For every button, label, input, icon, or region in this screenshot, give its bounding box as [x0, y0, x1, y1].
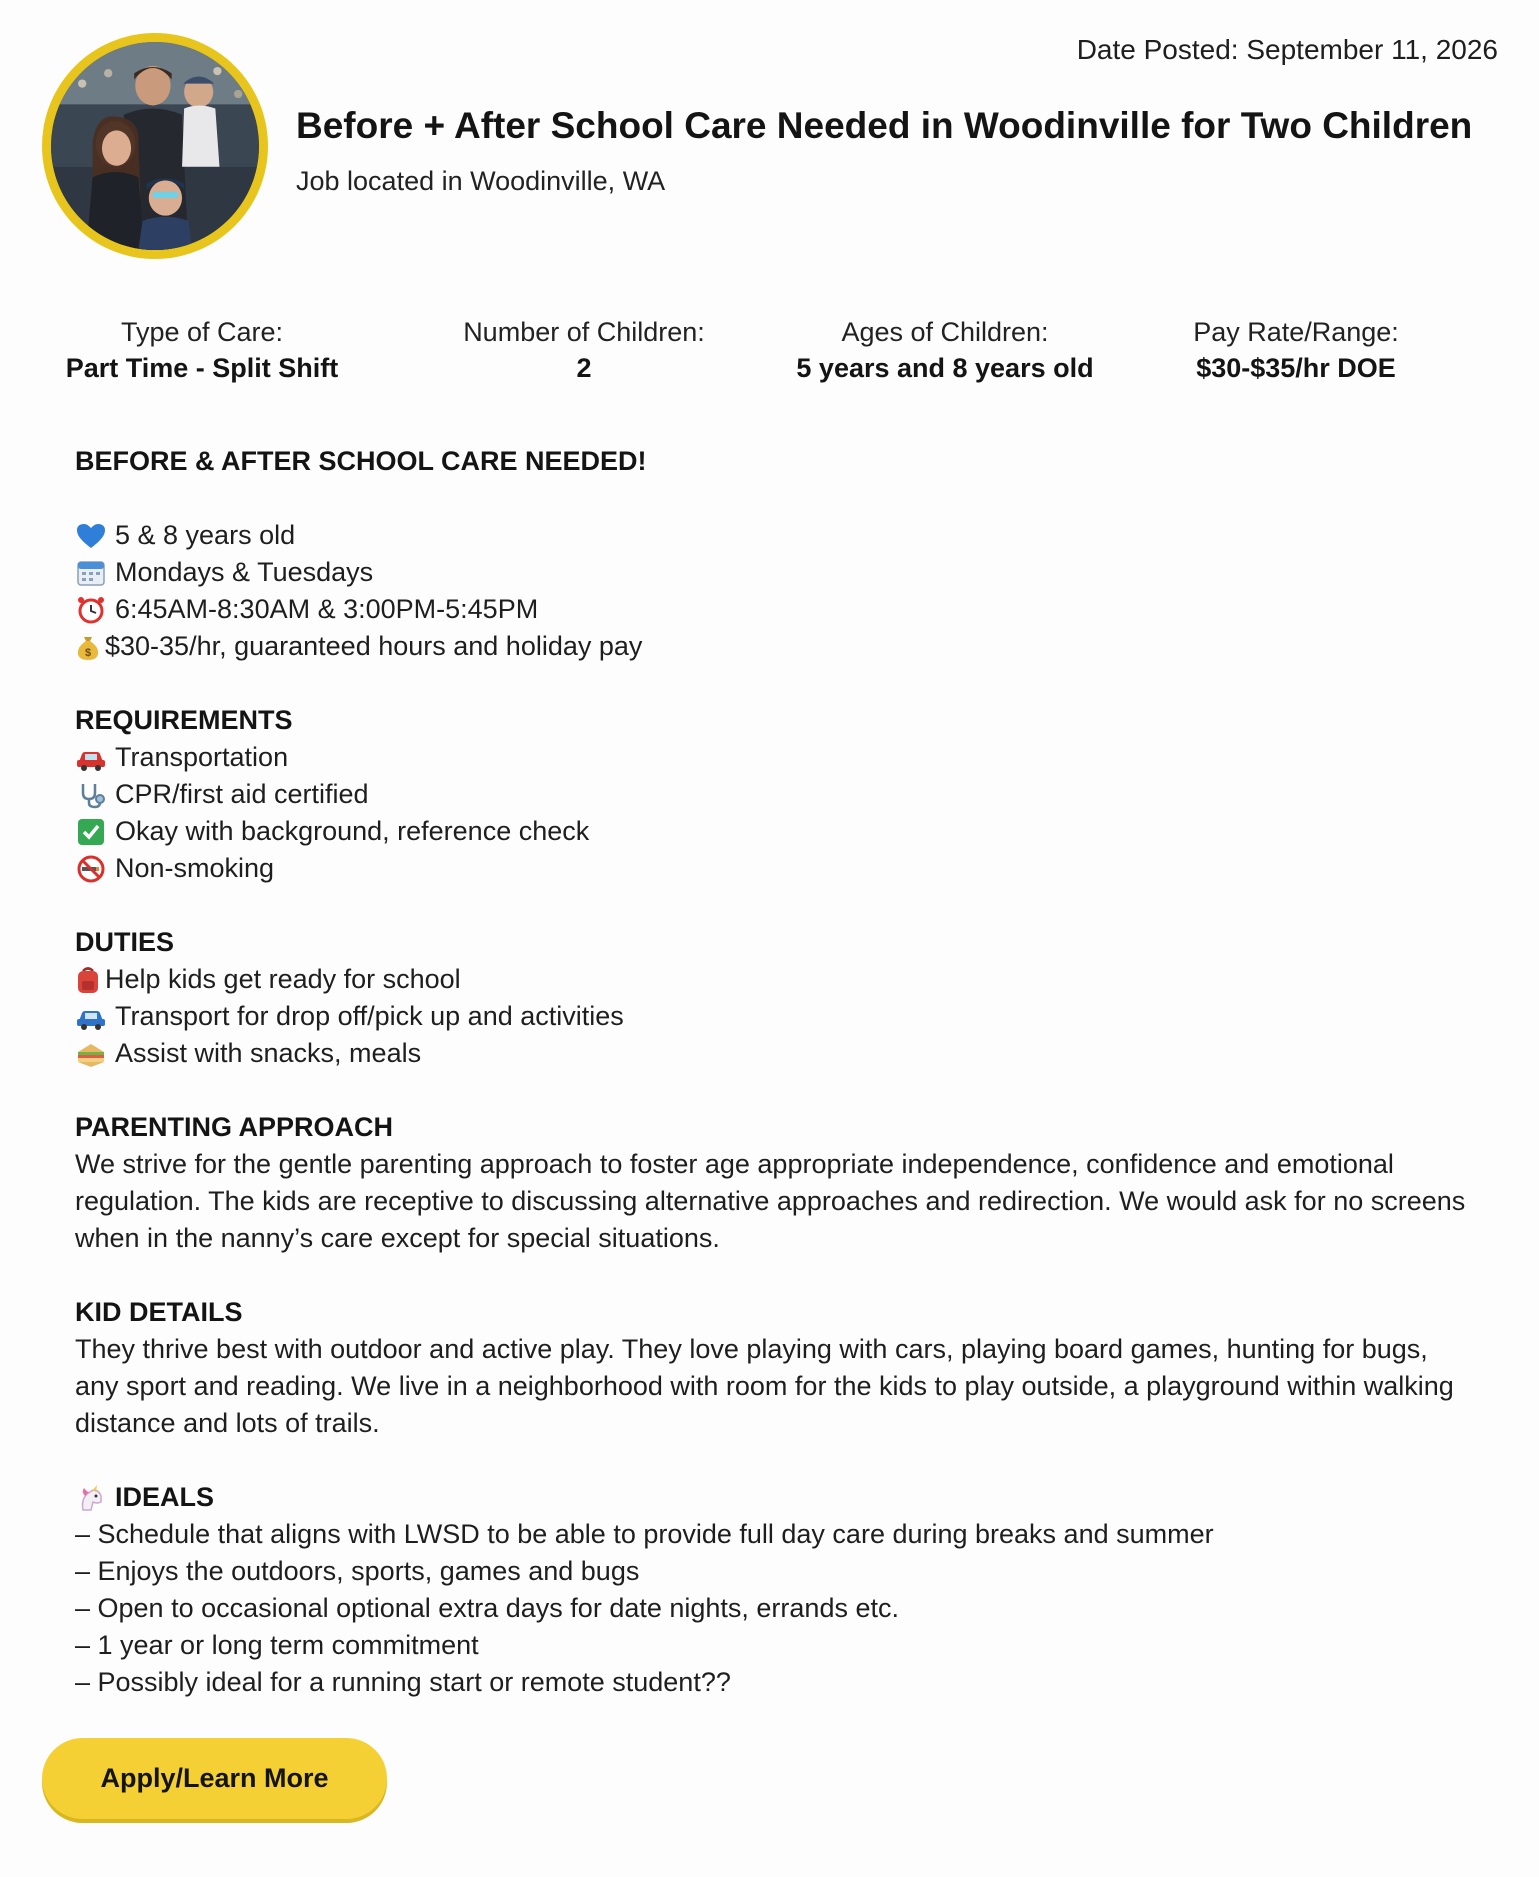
list-item	[75, 554, 1475, 591]
backpack-icon	[75, 966, 101, 994]
stat-label: Number of Children:	[463, 317, 705, 347]
list-item	[75, 813, 1475, 850]
parenting-text: We strive for the gentle parenting approach to foster age appropriate independence, confidence and emotional regulation. The kids are receptive to discussing alternative approaches and redirection. We would ask for no screens when in the nanny’s care except for special situations.	[75, 1149, 1466, 1253]
intro-section	[75, 443, 1475, 665]
blue-heart-icon	[75, 522, 107, 550]
calendar-icon	[75, 559, 107, 587]
list-item: – Open to occasional optional extra days for date nights, errands etc.	[75, 1593, 899, 1623]
check-mark-icon	[75, 818, 107, 846]
duties-section	[75, 924, 1475, 1072]
requirements-heading: REQUIREMENTS	[75, 705, 293, 735]
job-description	[75, 443, 1475, 1738]
stat-label: Type of Care:	[120, 317, 284, 347]
kid-details-heading: KID DETAILS	[75, 1297, 243, 1327]
list-item-text: Non-smoking	[115, 853, 275, 883]
parenting-heading: PARENTING APPROACH	[75, 1112, 394, 1142]
unicorn-icon	[75, 1484, 107, 1512]
stat-ages-of-children	[795, 315, 1095, 387]
stat-number-of-children	[444, 315, 724, 387]
apply-learn-more-button[interactable]: Apply/Learn More	[42, 1738, 387, 1819]
list-item-text: Transport for drop off/pick up and activities	[115, 1001, 624, 1031]
list-item	[75, 628, 1475, 665]
list-item: – Possibly ideal for a running start or remote student??	[75, 1667, 731, 1697]
svg-text:$: $	[84, 646, 92, 659]
stat-value: 5 years and 8 years old	[796, 353, 1094, 383]
ideals-section	[75, 1479, 1475, 1701]
sandwich-icon	[75, 1040, 107, 1068]
list-item: – 1 year or long term commitment	[75, 1630, 479, 1660]
job-location: Job located in Woodinville, WA	[296, 166, 666, 196]
list-item-text: Transportation	[115, 742, 289, 772]
list-item	[75, 998, 1475, 1035]
list-item	[75, 739, 1475, 776]
list-item-text: $30-35/hr, guaranteed hours and holiday pay	[105, 631, 643, 661]
stat-value: Part Time - Split Shift	[65, 353, 339, 383]
job-stats-row	[0, 315, 1539, 395]
parenting-section	[75, 1109, 1475, 1257]
list-item-text: Help kids get ready for school	[105, 964, 461, 994]
list-item-text: Assist with snacks, meals	[115, 1038, 422, 1068]
family-photo-avatar	[42, 33, 268, 259]
no-smoking-icon	[75, 855, 107, 883]
date-posted: Date Posted: September 11, 2026	[1076, 34, 1498, 65]
stat-type-of-care	[62, 315, 342, 387]
list-item	[75, 776, 1475, 813]
list-item-text: 6:45AM-8:30AM & 3:00PM-5:45PM	[115, 594, 539, 624]
intro-heading: BEFORE & AFTER SCHOOL CARE NEEDED!	[75, 446, 647, 476]
stat-pay-rate	[1166, 315, 1426, 387]
list-item	[75, 961, 1475, 998]
stat-label: Ages of Children:	[841, 317, 1049, 347]
stat-label: Pay Rate/Range:	[1193, 317, 1399, 347]
ideals-heading: IDEALS	[115, 1482, 215, 1512]
duties-heading: DUTIES	[75, 927, 175, 957]
requirements-section	[75, 702, 1475, 887]
kid-details-text: They thrive best with outdoor and active play. They love playing with cars, playing board games, hunting for bugs, any sport and reading. We live in a neighborhood with room for the kids to play outside, a playground within walking distance and lots of trails.	[75, 1334, 1454, 1438]
list-item: – Enjoys the outdoors, sports, games and bugs	[75, 1556, 640, 1586]
list-item-text: Mondays & Tuesdays	[115, 557, 374, 587]
stat-value: $30-$35/hr DOE	[1196, 353, 1396, 383]
ideals-heading-row	[75, 1479, 1475, 1516]
list-item-text: CPR/first aid certified	[115, 779, 369, 809]
car-blue-icon	[75, 1003, 107, 1031]
list-item	[75, 517, 1475, 554]
alarm-clock-icon	[75, 596, 107, 624]
car-icon	[75, 744, 107, 772]
list-item	[75, 591, 1475, 628]
money-bag-icon	[75, 633, 101, 661]
list-item: – Schedule that aligns with LWSD to be able to provide full day care during breaks and summer	[75, 1519, 1214, 1549]
list-item-text: 5 & 8 years old	[115, 520, 296, 550]
kid-details-section	[75, 1294, 1475, 1442]
family-photo	[51, 42, 259, 250]
stat-value: 2	[576, 353, 592, 383]
job-title: Before + After School Care Needed in Woodinville for Two Children	[296, 105, 1473, 146]
list-item	[75, 850, 1475, 887]
list-item	[75, 1035, 1475, 1072]
list-item-text: Okay with background, reference check	[115, 816, 590, 846]
stethoscope-icon	[75, 781, 107, 809]
